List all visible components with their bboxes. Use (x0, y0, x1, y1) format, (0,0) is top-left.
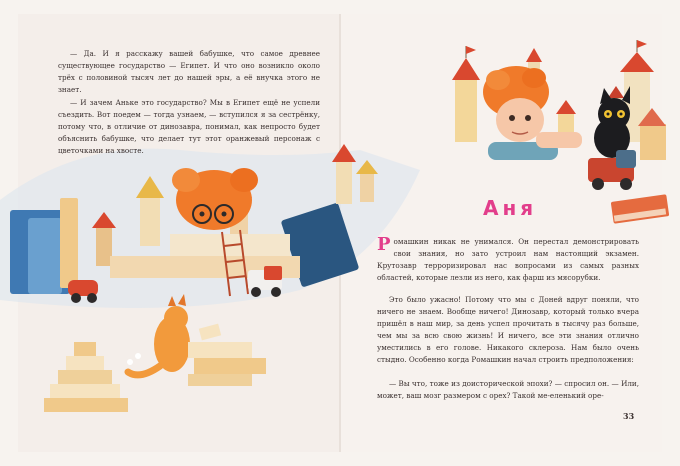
right-paragraph-1 (377, 236, 639, 284)
drop-cap: Р (377, 234, 391, 255)
block-pyramid (44, 342, 128, 412)
block-stack-right (188, 324, 266, 386)
right-paragraph-3: — Вы что, тоже из доисторической эпохи? — спросил он. — Или, может, ваш мозг размером с орех? Такой ме-еленький оре- (377, 379, 639, 401)
left-paragraph-2: — И зачем Аньке это государство? Мы в Египет ещё не успели съездить. Вот поедем — тогда узнаем, — вступился я за сестрёнку, потому что, в отличие от динозавра, понимал, как непросто будет объяснить бабушке, что делает тут этот оранжевый персонаж с цветочками на хвосте. (58, 98, 320, 156)
toy-scene-left (0, 144, 420, 308)
right-paragraph-1-text: омашкин никак не унимался. Он перестал демонстрировать свои знания, но зато устроил нам настоящий экзамен. Крутозавр терроризировал нас вопросами из самых разных областей, которые лезли из него, как фарш из мясорубки. (377, 237, 639, 283)
left-paragraph-1: — Да. И я расскажу вашей бабушке, что самое древнее существующее государство — Египет. И что оно возникло около трёх с половиной тысяч лет до нашей эры, а её внучка этого не знает. (58, 49, 320, 95)
page-number: 33 (623, 411, 635, 421)
right-paragraph-2: Это было ужасно! Потому что мы с Доней вдруг поняли, что ничего не знаем. Вообще ничего! Динозавр, который только вчера пришёл в наш мир, за день успел прочитать в тысячу раз больше, чем мы за всю свою жизнь! И ничего, все эти знания отлично уместились в его голове. Никакого склероза. Нам было очень стыдно. Особенно когда Ромашкин начал строить предположения: (377, 295, 639, 365)
chapter-title: Аня (483, 196, 538, 220)
books-right (611, 194, 670, 224)
